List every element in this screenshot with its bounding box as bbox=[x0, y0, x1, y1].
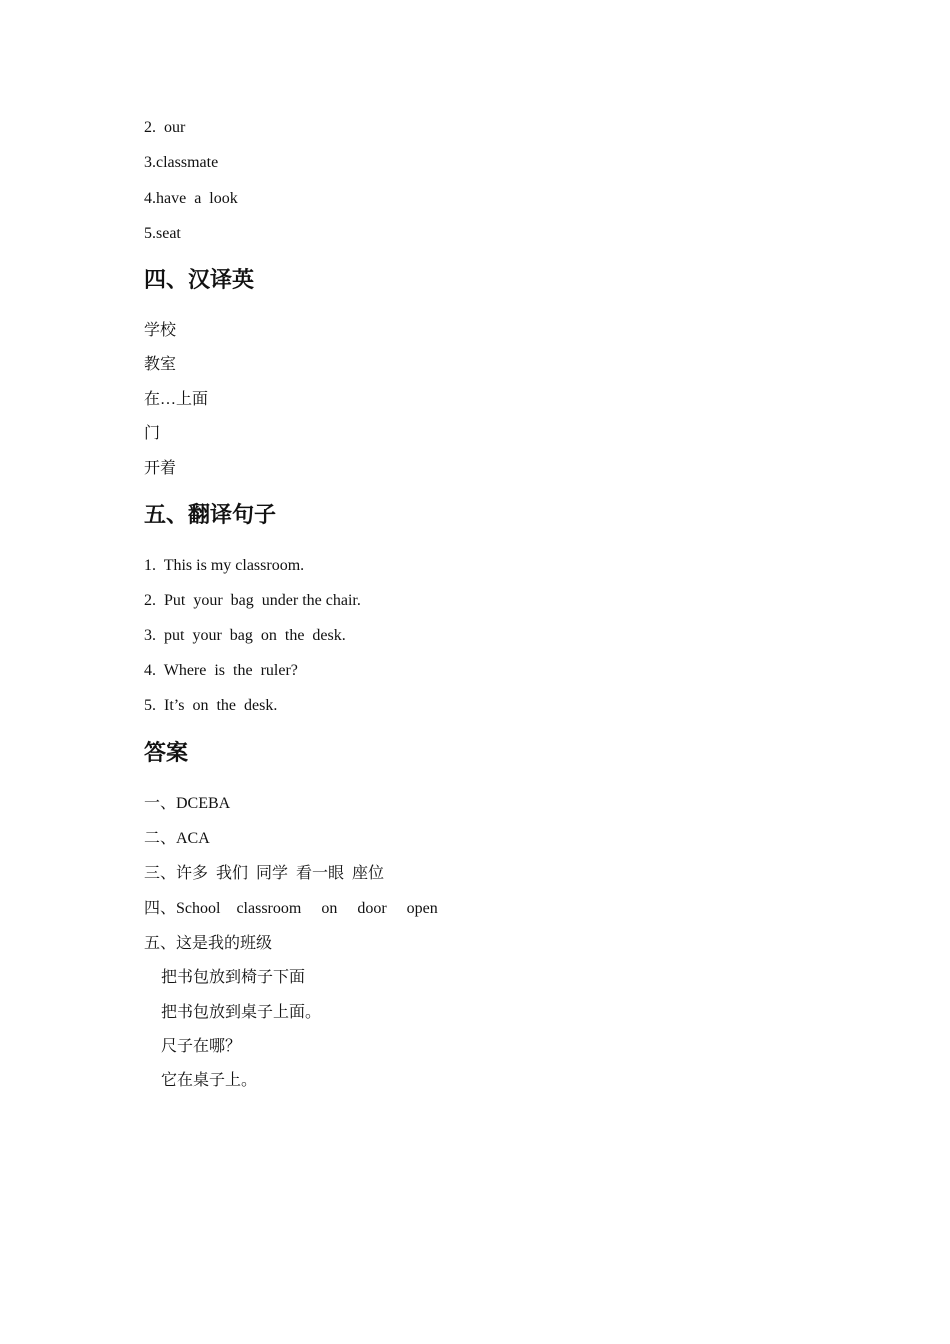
section5-item: 5. It’s on the desk. bbox=[144, 697, 278, 714]
answer-item: 三、许多 我们 同学 看一眼 座位 bbox=[144, 865, 385, 882]
section4-heading: 四、汉译英 bbox=[144, 268, 255, 293]
answer-item: 二、ACA bbox=[144, 830, 210, 847]
section4-item: 开着 bbox=[144, 460, 177, 477]
section5-item: 1. This is my classroom. bbox=[144, 557, 305, 574]
section5-heading: 五、翻译句子 bbox=[144, 503, 277, 528]
section5-item: 4. Where is the ruler? bbox=[144, 662, 298, 679]
section4-item: 教室 bbox=[144, 356, 177, 373]
section3-item-5: 5.seat bbox=[144, 225, 181, 242]
section5-item: 2. Put your bag under the chair. bbox=[144, 592, 361, 609]
section3-item-2: 2. our bbox=[144, 119, 186, 136]
answer-continued-item: 把书包放到桌子上面。 bbox=[161, 1004, 322, 1021]
answer-item: 一、DCEBA bbox=[144, 795, 231, 812]
answer-item: 四、School classroom on door open bbox=[144, 900, 438, 917]
answers-heading: 答案 bbox=[144, 741, 189, 766]
section4-item: 门 bbox=[144, 425, 161, 442]
section3-item-3: 3.classmate bbox=[144, 154, 219, 171]
section4-item: 在…上面 bbox=[144, 391, 209, 408]
answer-continued-item: 把书包放到椅子下面 bbox=[161, 969, 306, 986]
answer-continued-item: 它在桌子上。 bbox=[161, 1072, 258, 1089]
section4-item: 学校 bbox=[144, 322, 177, 339]
section3-item-4: 4.have a look bbox=[144, 190, 238, 207]
answer-item: 五、这是我的班级 bbox=[144, 935, 273, 952]
answer-continued-item: 尺子在哪？ bbox=[161, 1038, 242, 1055]
section5-item: 3. put your bag on the desk. bbox=[144, 627, 346, 644]
